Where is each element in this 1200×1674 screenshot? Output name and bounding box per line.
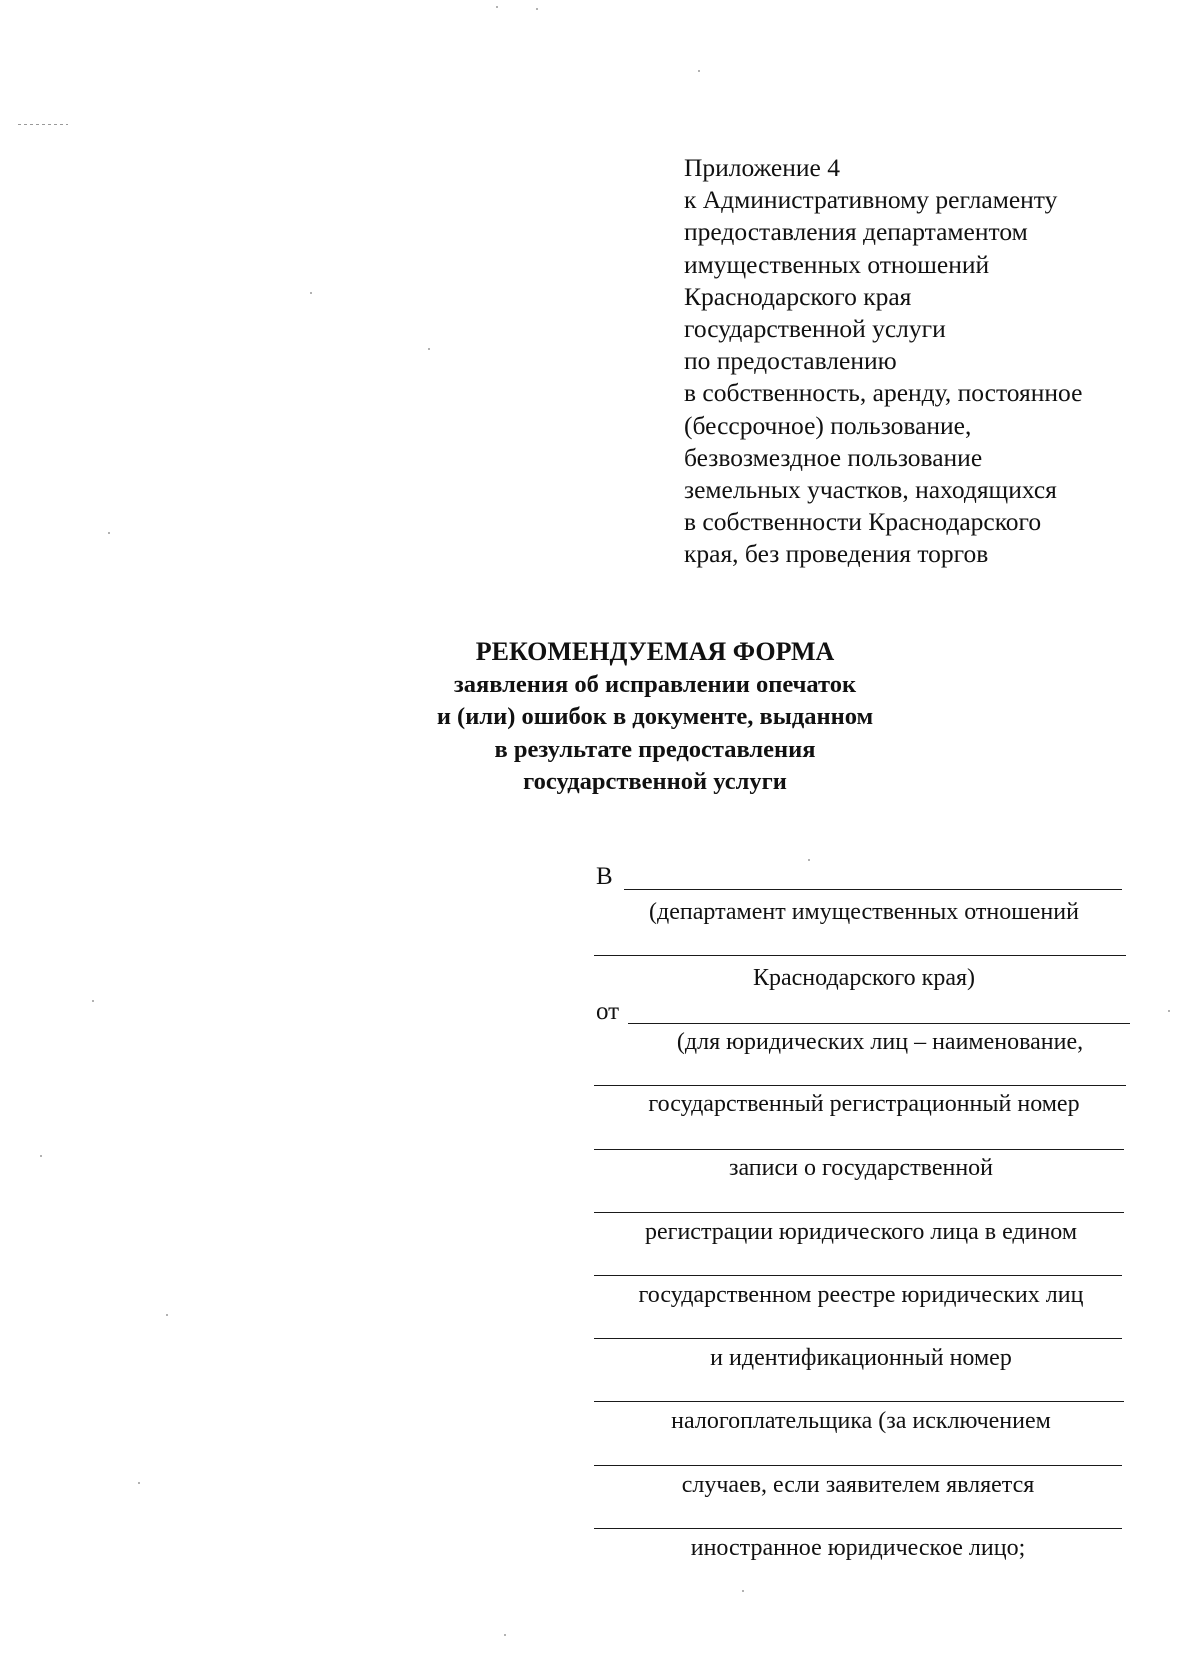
field-caption: (департамент имущественных отношений	[649, 899, 1079, 925]
scan-artifact	[742, 1590, 744, 1592]
scan-artifact	[1168, 1010, 1170, 1012]
appendix-line: к Административному регламенту	[684, 185, 1058, 215]
appendix-line: Краснодарского края	[684, 281, 912, 311]
appendix-line: в собственность, аренду, постоянное	[684, 378, 1083, 408]
to-prefix: В	[596, 863, 613, 890]
from-field-line	[594, 1528, 1122, 1529]
appendix-line: безвозмездное пользование	[684, 442, 983, 472]
from-field-line	[628, 1023, 1130, 1024]
field-caption: регистрации юридического лица в едином	[644, 1219, 1078, 1245]
from-field-line	[594, 1149, 1124, 1150]
appendix-line: края, без проведения торгов	[684, 539, 989, 569]
form-title-line: заявления об исправлении опечаток	[453, 670, 857, 698]
scan-artifact	[40, 1155, 42, 1157]
appendix-line: Приложение 4	[684, 153, 840, 182]
from-field-line	[594, 1212, 1124, 1213]
field-caption: случаев, если заявителем является	[681, 1472, 1035, 1498]
scan-artifact	[504, 1634, 506, 1636]
scan-artifact	[536, 8, 538, 10]
field-caption: и идентификационный номер	[710, 1345, 1012, 1371]
form-title-line: в результате предоставления	[494, 735, 816, 763]
field-caption: государственном реестре юридических лиц	[638, 1282, 1084, 1308]
scan-artifact	[18, 124, 68, 125]
appendix-line: государственной услуги	[684, 314, 946, 344]
appendix-line: земельных участков, находящихся	[684, 475, 1057, 505]
field-caption: налогоплательщика (за исключением	[671, 1408, 1051, 1434]
scan-artifact	[138, 1482, 140, 1484]
appendix-line: в собственности Краснодарского	[684, 507, 1042, 537]
field-caption: записи о государственной	[728, 1155, 994, 1181]
from-field-line	[594, 1465, 1122, 1466]
scan-artifact	[166, 1314, 168, 1316]
from-prefix: от	[596, 998, 620, 1025]
from-field-line	[594, 1275, 1122, 1276]
scan-artifact	[428, 348, 430, 350]
appendix-line: (бессрочное) пользование,	[684, 410, 972, 440]
field-caption: (для юридических лиц – наименование,	[676, 1029, 1084, 1055]
to-field-line	[624, 889, 1122, 890]
scan-artifact	[698, 70, 700, 72]
form-title-line: и (или) ошибок в документе, выданном	[436, 703, 874, 730]
from-field-line	[594, 1338, 1122, 1339]
from-field-line	[594, 1085, 1126, 1086]
appendix-reference	[684, 152, 1154, 571]
scan-artifact	[108, 532, 110, 534]
field-caption: государственный регистрационный номер	[648, 1091, 1080, 1117]
form-title-line: государственной услуги	[523, 768, 787, 795]
scan-artifact	[310, 292, 312, 294]
field-caption: Краснодарского края)	[752, 965, 975, 991]
scan-artifact	[808, 859, 810, 861]
scan-artifact	[92, 1000, 94, 1002]
to-field-line	[594, 955, 1126, 956]
from-field-line	[594, 1401, 1124, 1402]
scan-artifact	[496, 6, 498, 8]
appendix-line: по предоставлению	[684, 346, 897, 376]
field-caption: иностранное юридическое лицо;	[690, 1535, 1026, 1561]
form-title-main: РЕКОМЕНДУЕМАЯ ФОРМА	[475, 637, 835, 666]
appendix-line: предоставления департаментом	[684, 217, 1028, 247]
form-title	[340, 636, 970, 799]
appendix-line: имущественных отношений	[684, 249, 990, 279]
